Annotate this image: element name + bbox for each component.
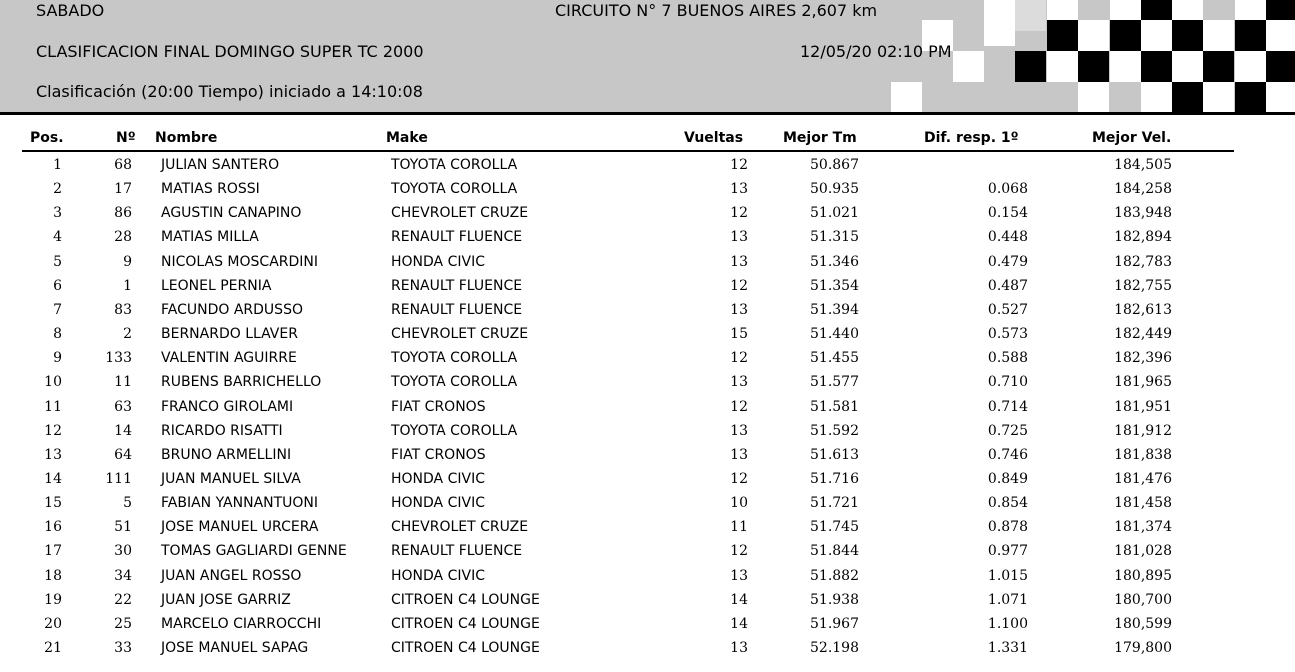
cell-pos: 19 [44, 591, 62, 608]
cell-laps: 14 [730, 591, 748, 608]
cell-name: RUBENS BARRICHELLO [161, 374, 322, 391]
cell-pos: 2 [53, 181, 62, 198]
cell-num: 9 [123, 253, 132, 270]
cell-laps: 12 [730, 205, 748, 222]
cell-best: 51.967 [810, 615, 859, 632]
cell-num: 33 [114, 640, 132, 656]
cell-make: TOYOTA COROLLA [391, 157, 518, 173]
table-row [0, 178, 1295, 202]
report-header [0, 0, 1295, 112]
table-row [0, 540, 1295, 564]
cell-make: CITROEN C4 LOUNGE [391, 591, 540, 608]
cell-laps: 12 [730, 350, 748, 367]
cell-num: 5 [123, 495, 132, 512]
cell-laps: 12 [730, 157, 748, 173]
cell-speed: 183,948 [1114, 205, 1172, 222]
cell-pos: 20 [44, 615, 62, 632]
cell-best: 51.938 [810, 591, 859, 608]
cell-pos: 10 [44, 374, 62, 391]
cell-pos: 4 [53, 229, 62, 246]
cell-laps: 12 [730, 543, 748, 560]
cell-name: JUAN MANUEL SILVA [161, 470, 301, 487]
cell-name: JULIAN SANTERO [161, 157, 280, 173]
cell-name: MATIAS MILLA [161, 229, 259, 246]
cell-best: 51.346 [810, 253, 859, 270]
cell-diff: 0.527 [987, 301, 1028, 318]
cell-diff: 1.071 [987, 591, 1028, 608]
table-row [0, 444, 1295, 468]
day-label: SABADO [36, 1, 105, 20]
cell-diff: 1.100 [987, 615, 1028, 632]
cell-name: AGUSTIN CANAPINO [161, 205, 302, 222]
cell-best: 51.440 [810, 326, 859, 343]
cell-best: 51.354 [810, 277, 859, 294]
cell-make: HONDA CIVIC [391, 567, 485, 584]
cell-num: 51 [114, 519, 132, 536]
table-row [0, 492, 1295, 516]
cell-best: 50.867 [810, 157, 859, 173]
cell-name: FRANCO GIROLAMI [161, 398, 294, 415]
cell-pos: 12 [44, 422, 62, 439]
cell-laps: 13 [730, 640, 748, 656]
cell-pos: 15 [44, 495, 62, 512]
cell-num: 64 [114, 446, 132, 463]
cell-name: BERNARDO LLAVER [161, 326, 298, 343]
cell-best: 51.021 [810, 205, 859, 222]
cell-diff: 0.746 [987, 446, 1028, 463]
session-info: Clasificación (20:00 Tiempo) iniciado a 14:10:08 [36, 82, 423, 101]
cell-num: 25 [114, 615, 132, 632]
cell-pos: 18 [44, 567, 62, 584]
cell-laps: 13 [730, 567, 748, 584]
cell-name: JOSE MANUEL SAPAG [161, 640, 309, 656]
cell-pos: 9 [53, 350, 62, 367]
cell-laps: 13 [730, 253, 748, 270]
cell-num: 17 [114, 181, 132, 198]
cell-diff: 0.710 [987, 374, 1028, 391]
cell-name: BRUNO ARMELLINI [161, 446, 292, 463]
cell-best: 51.844 [810, 543, 859, 560]
cell-name: RICARDO RISATTI [161, 422, 283, 439]
cell-best: 51.577 [810, 374, 859, 391]
table-header [0, 128, 1295, 150]
table-row [0, 516, 1295, 540]
cell-speed: 184,258 [1114, 181, 1172, 198]
cell-speed: 184,505 [1114, 157, 1172, 173]
cell-laps: 15 [730, 326, 748, 343]
cell-laps: 13 [730, 181, 748, 198]
cell-diff: 0.573 [987, 326, 1028, 343]
cell-laps: 12 [730, 277, 748, 294]
cell-num: 30 [114, 543, 132, 560]
cell-pos: 3 [53, 205, 62, 222]
cell-diff: 0.068 [987, 181, 1028, 198]
table-row [0, 202, 1295, 226]
cell-speed: 181,912 [1114, 422, 1172, 439]
table-row [0, 420, 1295, 444]
cell-pos: 17 [44, 543, 62, 560]
cell-best: 51.394 [810, 301, 859, 318]
cell-name: MARCELO CIARROCCHI [161, 615, 322, 632]
cell-speed: 182,396 [1114, 350, 1172, 367]
cell-make: HONDA CIVIC [391, 253, 485, 270]
report-datetime: 12/05/20 02:10 PM [800, 42, 952, 61]
cell-laps: 13 [730, 301, 748, 318]
cell-diff: 0.588 [987, 350, 1028, 367]
cell-pos: 7 [53, 301, 62, 318]
cell-speed: 181,965 [1114, 374, 1172, 391]
cell-best: 51.592 [810, 422, 859, 439]
cell-make: TOYOTA COROLLA [391, 374, 518, 391]
cell-speed: 180,700 [1114, 591, 1172, 608]
cell-speed: 181,951 [1114, 398, 1172, 415]
table-row [0, 154, 1295, 178]
cell-best: 51.721 [810, 495, 859, 512]
cell-diff: 1.331 [987, 640, 1028, 656]
cell-pos: 16 [44, 519, 62, 536]
cell-best: 51.315 [810, 229, 859, 246]
cell-speed: 181,838 [1114, 446, 1172, 463]
cell-make: FIAT CRONOS [391, 398, 486, 415]
cell-diff: 0.977 [987, 543, 1028, 560]
cell-make: HONDA CIVIC [391, 495, 485, 512]
col-num: Nº [116, 130, 136, 146]
cell-speed: 180,895 [1114, 567, 1172, 584]
cell-pos: 21 [44, 640, 62, 656]
table-row [0, 371, 1295, 395]
cell-num: 14 [114, 422, 132, 439]
col-make: Make [386, 130, 428, 146]
cell-make: TOYOTA COROLLA [391, 181, 518, 198]
cell-diff: 0.714 [987, 398, 1028, 415]
session-title: CLASIFICACION FINAL DOMINGO SUPER TC 2000 [36, 42, 424, 61]
cell-num: 111 [105, 470, 132, 487]
cell-name: NICOLAS MOSCARDINI [161, 253, 319, 270]
cell-diff: 1.015 [987, 567, 1028, 584]
cell-speed: 181,374 [1114, 519, 1172, 536]
cell-make: HONDA CIVIC [391, 470, 485, 487]
table-row [0, 226, 1295, 250]
cell-num: 28 [114, 229, 132, 246]
cell-speed: 182,755 [1114, 277, 1172, 294]
cell-speed: 181,458 [1114, 495, 1172, 512]
table-row [0, 299, 1295, 323]
cell-pos: 5 [53, 253, 62, 270]
table-header-divider [22, 150, 1234, 152]
cell-num: 83 [114, 301, 132, 318]
cell-name: FACUNDO ARDUSSO [161, 301, 303, 318]
cell-pos: 1 [53, 157, 62, 173]
cell-diff: 0.725 [987, 422, 1028, 439]
cell-make: RENAULT FLUENCE [391, 229, 523, 246]
table-row [0, 275, 1295, 299]
cell-num: 86 [114, 205, 132, 222]
cell-name: MATIAS ROSSI [161, 181, 260, 198]
cell-laps: 10 [730, 495, 748, 512]
header-divider [0, 112, 1295, 115]
cell-laps: 13 [730, 374, 748, 391]
cell-name: VALENTIN AGUIRRE [161, 350, 297, 367]
cell-name: FABIAN YANNANTUONI [161, 495, 319, 512]
cell-make: RENAULT FLUENCE [391, 277, 523, 294]
cell-best: 51.716 [810, 470, 859, 487]
col-laps: Vueltas [684, 130, 744, 146]
cell-laps: 13 [730, 446, 748, 463]
table-row [0, 396, 1295, 420]
cell-diff: 0.878 [987, 519, 1028, 536]
cell-speed: 182,449 [1114, 326, 1172, 343]
table-row [0, 347, 1295, 371]
cell-make: FIAT CRONOS [391, 446, 486, 463]
cell-diff: 0.448 [987, 229, 1028, 246]
cell-diff: 0.479 [987, 253, 1028, 270]
cell-speed: 182,783 [1114, 253, 1172, 270]
cell-laps: 11 [730, 519, 748, 536]
col-name: Nombre [155, 130, 218, 146]
circuit-label: CIRCUITO N° 7 BUENOS AIRES 2,607 km [555, 1, 878, 20]
cell-speed: 182,613 [1114, 301, 1172, 318]
col-diff: Dif. resp. 1º [924, 130, 1019, 146]
cell-speed: 181,028 [1114, 543, 1172, 560]
cell-laps: 13 [730, 422, 748, 439]
cell-best: 52.198 [810, 640, 859, 656]
table-row [0, 468, 1295, 492]
cell-name: TOMAS GAGLIARDI GENNE [161, 543, 347, 560]
cell-make: RENAULT FLUENCE [391, 543, 523, 560]
cell-best: 51.455 [810, 350, 859, 367]
cell-pos: 11 [44, 398, 62, 415]
cell-pos: 6 [53, 277, 62, 294]
cell-laps: 12 [730, 398, 748, 415]
cell-diff: 0.854 [987, 495, 1028, 512]
cell-diff: 0.849 [987, 470, 1028, 487]
cell-name: JUAN JOSE GARRIZ [161, 591, 291, 608]
cell-speed: 180,599 [1114, 615, 1172, 632]
col-speed: Mejor Vel. [1092, 130, 1172, 146]
cell-speed: 179,800 [1114, 640, 1172, 656]
cell-make: CITROEN C4 LOUNGE [391, 640, 540, 656]
table-row [0, 613, 1295, 637]
cell-make: TOYOTA COROLLA [391, 350, 518, 367]
col-best: Mejor Tm [783, 130, 857, 146]
cell-speed: 182,894 [1114, 229, 1172, 246]
cell-best: 51.581 [810, 398, 859, 415]
cell-num: 68 [114, 157, 132, 173]
cell-pos: 14 [44, 470, 62, 487]
table-row [0, 251, 1295, 275]
cell-diff: 0.487 [987, 277, 1028, 294]
cell-make: TOYOTA COROLLA [391, 422, 518, 439]
cell-num: 133 [105, 350, 132, 367]
table-row [0, 637, 1295, 661]
cell-make: CHEVROLET CRUZE [391, 205, 529, 222]
table-row [0, 589, 1295, 613]
cell-make: CHEVROLET CRUZE [391, 519, 529, 536]
cell-laps: 13 [730, 229, 748, 246]
cell-make: RENAULT FLUENCE [391, 301, 523, 318]
cell-diff: 0.154 [987, 205, 1028, 222]
cell-laps: 14 [730, 615, 748, 632]
table-row [0, 565, 1295, 589]
cell-best: 51.882 [810, 567, 859, 584]
cell-num: 63 [114, 398, 132, 415]
cell-speed: 181,476 [1114, 470, 1172, 487]
cell-make: CHEVROLET CRUZE [391, 326, 529, 343]
cell-best: 51.745 [810, 519, 859, 536]
cell-best: 51.613 [810, 446, 859, 463]
cell-num: 34 [114, 567, 132, 584]
cell-num: 1 [123, 277, 132, 294]
cell-laps: 12 [730, 470, 748, 487]
col-pos: Pos. [30, 130, 64, 146]
cell-make: CITROEN C4 LOUNGE [391, 615, 540, 632]
cell-num: 11 [114, 374, 132, 391]
cell-num: 22 [114, 591, 132, 608]
cell-name: LEONEL PERNIA [161, 277, 272, 294]
cell-pos: 13 [44, 446, 62, 463]
cell-best: 50.935 [810, 181, 859, 198]
cell-pos: 8 [53, 326, 62, 343]
table-row [0, 323, 1295, 347]
cell-name: JUAN ANGEL ROSSO [161, 567, 302, 584]
cell-name: JOSE MANUEL URCERA [161, 519, 319, 536]
cell-num: 2 [123, 326, 132, 343]
